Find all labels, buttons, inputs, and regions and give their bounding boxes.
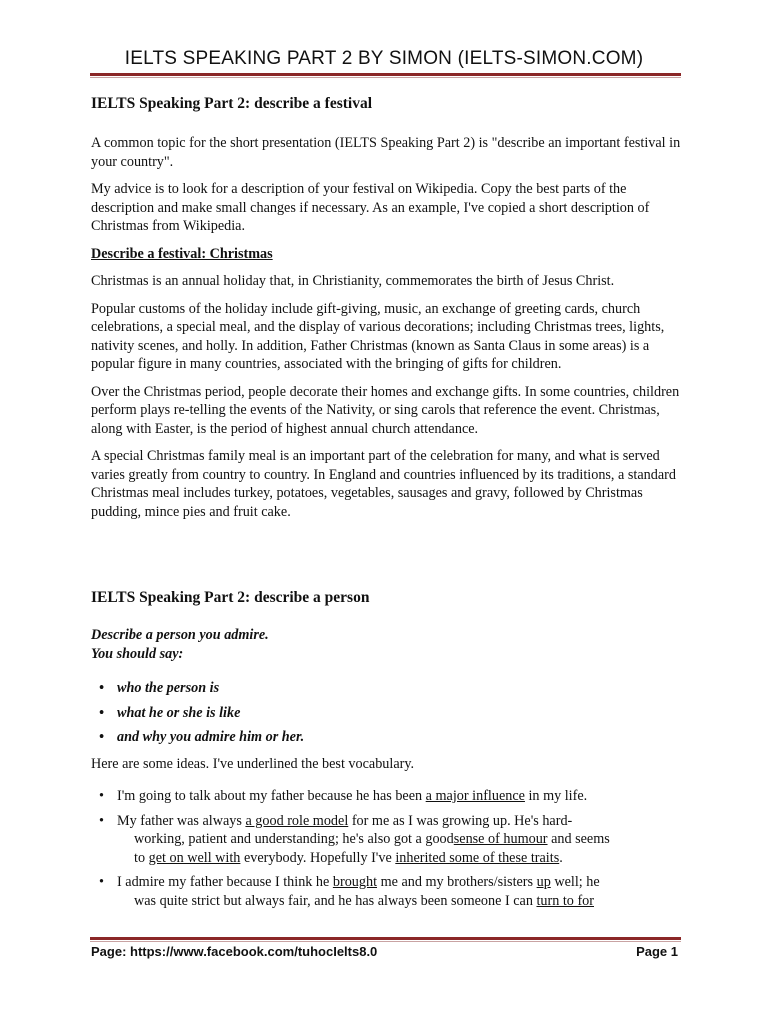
list-item: • what he or she is like xyxy=(117,704,691,723)
vocab-underline: up xyxy=(536,874,551,890)
page-header-title: IELTS SPEAKING PART 2 BY SIMON (IELTS-SIMON.COM) xyxy=(124,48,644,69)
paragraph: A common topic for the short presentation (IELTS Speaking Part 2) is "describe an important festival in your country". xyxy=(91,135,681,170)
question-block xyxy=(91,626,691,663)
vocab-underline: a good role model xyxy=(245,812,349,829)
paragraph: Christmas is an annual holiday that, in Christianity, commemorates the birth of Jesus Christ. xyxy=(91,273,615,289)
vocab-underline: get on well with xyxy=(148,849,241,866)
vocab-underline: sense of humour xyxy=(453,831,548,847)
vocab-underline: turn to for xyxy=(536,892,594,909)
list-item: • who the person is xyxy=(117,679,691,698)
ideas-list xyxy=(91,787,691,910)
paragraph: Here are some ideas. I've underlined the best vocabulary. xyxy=(91,755,415,772)
section-title-person: IELTS Speaking Part 2: describe a person xyxy=(91,589,370,606)
vocab-underline: brought xyxy=(332,874,378,890)
paragraph: Over the Christmas period, people decorate their homes and exchange gifts. In some countries, children perform plays re-telling the events of the Nativity, or sing carols that reference the event. Christmas, along with Easter, is the period of highest annual church attendance. xyxy=(91,383,680,437)
prompt-list xyxy=(91,679,691,747)
paragraph: A special Christmas family meal is an important part of the celebration for many, and what is served varies greatly from country to country. In England and countries influenced by its traditions, a standard Christmas meal includes turkey, potatoes, vegetables, sausages and gravy, followed by Christmas pudding, mince pies and fruit cake. xyxy=(91,448,676,520)
document-body xyxy=(91,94,691,918)
paragraph: Popular customs of the holiday include gift-giving, music, an exchange of greeting cards, church celebrations, a special meal, and the display of various decorations; including Christmas trees, lights, nativity scenes, and holly. In addition, Father Christmas (known as Santa Claus in some areas) is a popular figure in many countries, associated with the bringing of gifts for children. xyxy=(91,300,665,372)
footer-page-number: Page 1 xyxy=(636,944,678,959)
question-line: Describe a person you admire. xyxy=(91,627,269,643)
list-item: • I admire my father because I think he brought me and my brothers/sisters up well; he was quite strict but always fair, and he has always been someone I can turn to for xyxy=(117,873,691,910)
section-title-festival: IELTS Speaking Part 2: describe a festival xyxy=(91,95,373,112)
question-line: You should say: xyxy=(91,645,184,662)
list-item: • My father was always a good role model for me as I was growing up. He's hard- working, patient and understanding; he's also got a goodsense of humour and seems to get on well with everybody. Hopefully I've inherited some of these traits. xyxy=(117,812,691,868)
footer-page-link: Page: https://www.facebook.com/tuhocIelts8.0 xyxy=(91,944,378,959)
footer-rule xyxy=(90,937,681,942)
vocab-underline: inherited some of these traits xyxy=(395,849,560,866)
vocab-underline: a major influence xyxy=(425,788,525,804)
list-item: • and why you admire him or her. xyxy=(117,728,691,747)
list-item: • I'm going to talk about my father because he has been a major influence in my life. xyxy=(117,787,691,806)
paragraph: My advice is to look for a description of your festival on Wikipedia. Copy the best parts of the description and make small changes if necessary. As an example, I've copied a short description of Christmas from Wikipedia. xyxy=(91,181,650,234)
header-rule xyxy=(90,73,681,78)
subheading-christmas: Describe a festival: Christmas xyxy=(91,245,273,262)
